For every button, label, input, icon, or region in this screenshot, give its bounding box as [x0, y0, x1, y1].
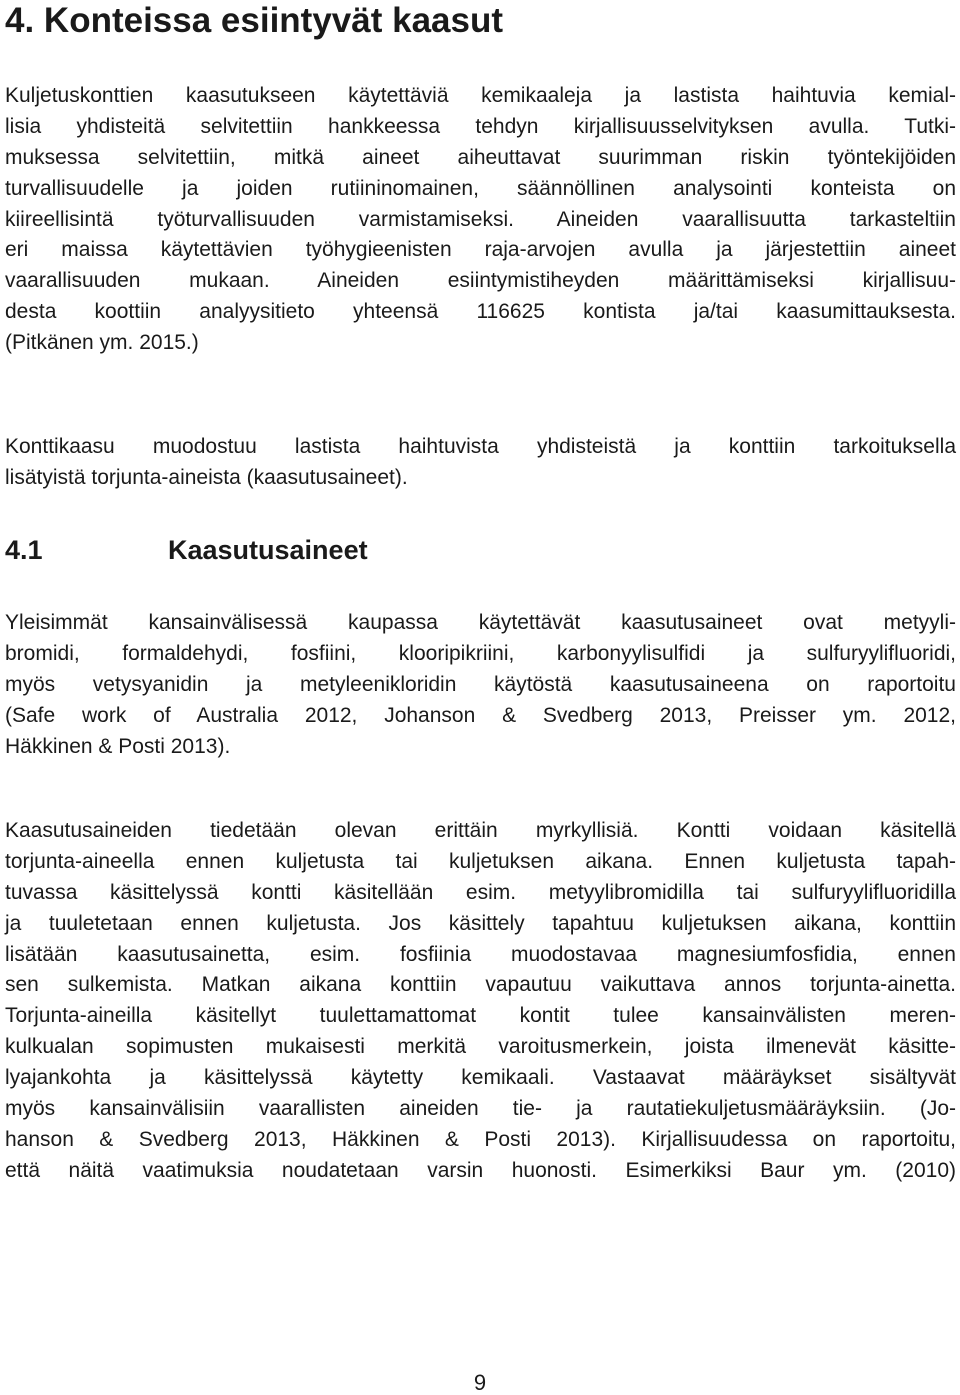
text-line: Häkkinen & Posti 2013). — [5, 734, 231, 758]
section-heading — [5, 532, 368, 568]
section-title: Kaasutusaineet — [168, 535, 368, 565]
paragraph-1 — [5, 81, 956, 359]
page-number: 9 — [473, 1370, 487, 1395]
text-line: hanson & Svedberg 2013, Häkkinen & Posti 2013). Kirjallisuudessa on raportoitu, — [5, 1127, 956, 1151]
text-line: Kaasutusaineiden tiedetään olevan erittäin myrkyllisiä. Kontti voidaan käsitellä — [5, 819, 956, 842]
text-line: Yleisimmät kansainvälisessä kaupassa käytettävät kaasutusaineet ovat metyyli- — [5, 611, 956, 634]
text-line: Konttikaasu muodostuu lastista haihtuvista yhdisteistä ja konttiin tarkoituksella — [5, 435, 956, 458]
text-line: (Safe work of Australia 2012, Johanson & Svedberg 2013, Preisser ym. 2012, — [5, 703, 956, 727]
text-line: bromidi, formaldehydi, fosfiini, klooripikriini, karbonyylisulfidi ja sulfuryylifluoridi, — [5, 641, 956, 665]
text-line: Kuljetuskonttien kaasutukseen käytettäviä kemikaaleja ja lastista haihtuvia kemial- — [5, 84, 956, 107]
text-line: myös vetysyanidin ja metyleenikloridin käytöstä kaasutusaineena on raportoitu — [5, 672, 956, 696]
text-line: turvallisuudelle ja joiden rutiininomainen, säännöllinen analysointi konteista on — [5, 176, 956, 200]
text-line: kiireellisintä työturvallisuuden varmistamiseksi. Aineiden vaarallisuutta tarkasteltiin — [5, 207, 956, 231]
text-line: lyajankohta ja käsittelyssä käytetty kemikaali. Vastaavat määräykset sisältyvät — [5, 1066, 956, 1090]
text-line: sen sulkemista. Matkan aikana konttiin vapautuu vaikuttava annos torjunta-ainetta. — [5, 973, 956, 997]
text-line: vaarallisuuden mukaan. Aineiden esiintymistiheyden määrittämiseksi kirjallisuu- — [5, 269, 956, 293]
text-line: lisia yhdisteitä selvitettiin hankkeessa tehdyn kirjallisuusselvityksen avulla. Tutki- — [5, 114, 956, 138]
text-line: myös kansainvälisiin vaarallisten aineiden tie- ja rautatiekuljetusmääräyksiin. (Jo- — [5, 1097, 956, 1121]
text-line: kulkualan sopimusten mukaisesti merkitä varoitusmerkein, joista ilmenevät käsitte- — [5, 1035, 956, 1059]
paragraph-2 — [5, 432, 956, 494]
text-line: tuvassa käsittelyssä kontti käsitellään esim. metyylibromidilla tai sulfuryylifluoridilla — [5, 880, 956, 904]
text-line: lisätään kaasutusainetta, esim. fosfiinia muodostavaa magnesiumfosfidia, ennen — [5, 942, 956, 966]
text-line: eri maissa käytettävien työhygieenisten raja-arvojen avulla ja järjestettiin aineet — [5, 238, 956, 262]
text-line: Torjunta-aineilla käsitellyt tuulettamattomat kontit tulee kansainvälisten meren- — [5, 1004, 956, 1028]
chapter-heading: 4. Konteissa esiintyvät kaasut — [5, 1, 503, 40]
text-line: lisätyistä torjunta-aineista (kaasutusaineet). — [5, 465, 408, 489]
text-line: ja tuuletetaan ennen kuljetusta. Jos käsittely tapahtuu kuljetuksen aikana, konttiin — [5, 911, 956, 935]
text-line: muksessa selvitettiin, mitkä aineet aiheuttavat suurimman riskin työntekijöiden — [5, 145, 956, 169]
text-line: desta koottiin analyysitieto yhteensä 116625 kontista ja/tai kaasumittauksesta. — [5, 300, 956, 324]
paragraph-3 — [5, 608, 956, 762]
text-line: että näitä vaatimuksia noudatetaan varsin huonosti. Esimerkiksi Baur ym. (2010) — [5, 1158, 956, 1182]
paragraph-4 — [5, 816, 956, 1187]
section-number: 4.1 — [5, 535, 43, 565]
text-line: (Pitkänen ym. 2015.) — [5, 331, 199, 355]
text-line: torjunta-aineella ennen kuljetusta tai kuljetuksen aikana. Ennen kuljetusta tapah- — [5, 849, 956, 873]
